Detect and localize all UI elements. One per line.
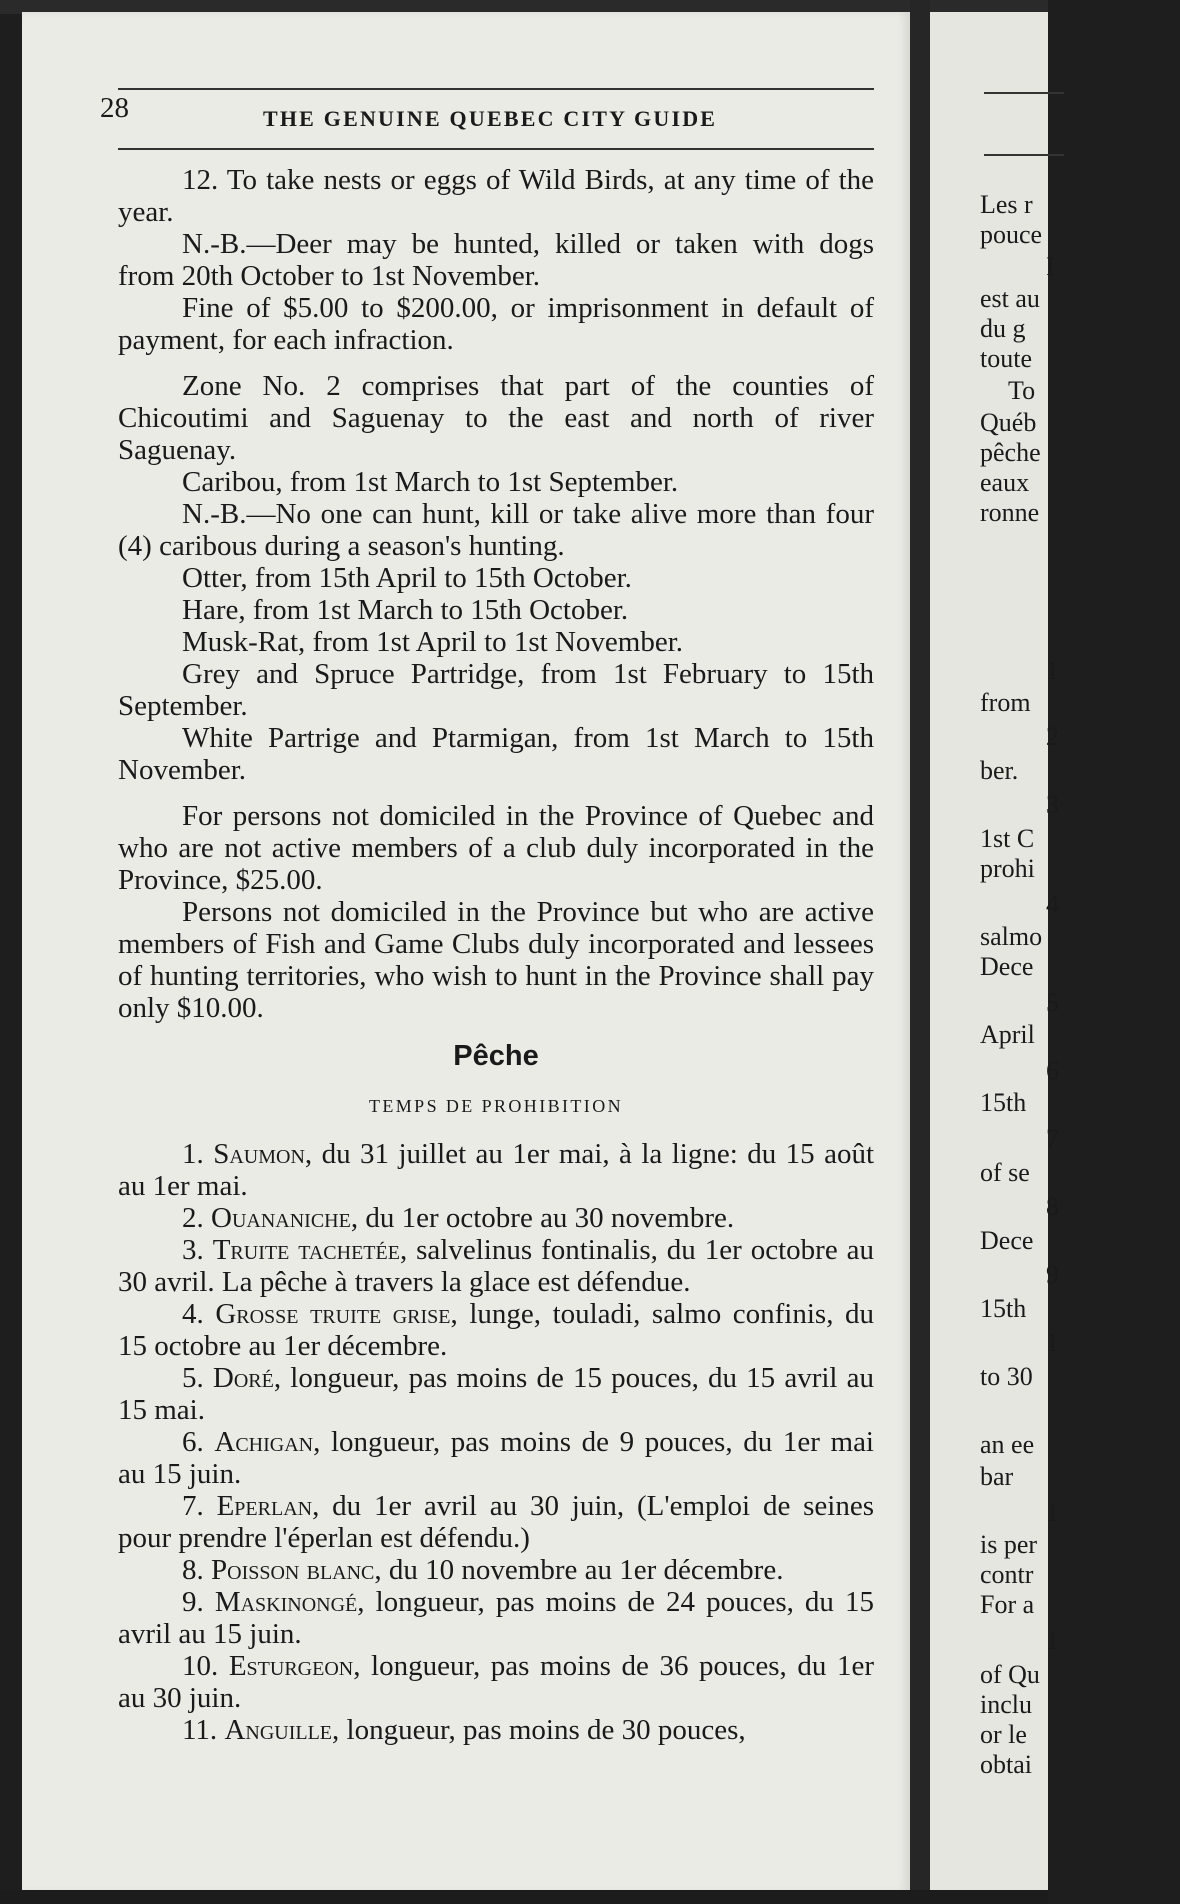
list-item: 5. Doré, longueur, pas moins de 15 pouces, du 15 avril au 15 mai. (118, 1362, 874, 1426)
page-number: 28 (100, 92, 129, 124)
facing-fragment: Les r (980, 190, 1033, 219)
facing-fragment: 1 (1046, 1498, 1059, 1527)
facing-fragment: prohi (980, 854, 1035, 883)
facing-fragment: 3 (1046, 790, 1059, 819)
paragraph: N.-B.—Deer may be hunted, killed or taken with dogs from 20th October to 1st November. (118, 228, 874, 292)
facing-fragment: an ee (980, 1430, 1035, 1459)
list-item: 10. Esturgeon, longueur, pas moins de 36 pouces, du 1er au 30 juin. (118, 1650, 874, 1714)
facing-fragment: To (1008, 376, 1036, 405)
facing-fragment: 8 (1046, 1192, 1059, 1221)
paragraph: N.-B.—No one can hunt, kill or take alive more than four (4) caribous during a season's hunting. (118, 498, 874, 562)
facing-fragment: bar (980, 1462, 1014, 1491)
facing-fragment: Dece (980, 952, 1034, 981)
paragraph: Otter, from 15th April to 15th October. (182, 562, 632, 594)
facing-fragment: 6 (1046, 1056, 1059, 1085)
facing-fragment: ronne (980, 498, 1040, 527)
list-item: 3. Truite tachetée, salvelinus fontinalis, du 1er octobre au 30 avril. La pêche à travers la glace est défendue. (118, 1234, 874, 1298)
list-item: 9. Maskinongé, longueur, pas moins de 24 pouces, du 15 avril au 15 juin. (118, 1586, 874, 1650)
facing-fragment: 5 (1046, 988, 1059, 1017)
scan-border-bottom (0, 1890, 1048, 1904)
list-item: 4. Grosse truite grise, lunge, touladi, salmo confinis, du 15 octobre au 1er décembre. (118, 1298, 874, 1362)
facing-fragment: from (980, 688, 1031, 717)
page-body (118, 164, 874, 1746)
facing-fragment: 1st C (980, 824, 1035, 853)
list-item: 7. Eperlan, du 1er avril au 30 juin, (L'emploi de seines pour prendre l'éperlan est défendu.) (118, 1490, 875, 1554)
facing-fragment: or le (980, 1720, 1027, 1749)
paragraph: Musk-Rat, from 1st April to 1st November. (182, 626, 684, 658)
facing-fragment: 15th (980, 1294, 1027, 1323)
facing-header-top-rule (984, 92, 1064, 94)
facing-fragment: 4 (1046, 890, 1059, 919)
list-item: 6. Achigan, longueur, pas moins de 9 pouces, du 1er mai au 15 juin. (118, 1426, 874, 1490)
list-item: 1. Saumon, du 31 juillet au 1er mai, à la ligne: du 15 août au 1er mai. (118, 1138, 874, 1202)
list-item: 2. Ouananiche, du 1er octobre au 30 novembre. (182, 1202, 735, 1234)
facing-fragment: eaux (980, 468, 1030, 497)
paragraph: Fine of $5.00 to $200.00, or imprisonment in default of payment, for each infraction. (118, 292, 874, 356)
facing-fragment: Québ (980, 408, 1037, 437)
paragraph: 12. To take nests or eggs of Wild Birds, at any time of the year. (118, 164, 874, 228)
paragraph: Grey and Spruce Partridge, from 1st February to 15th September. (118, 658, 874, 722)
header-top-rule (118, 88, 874, 90)
book-gutter (910, 0, 930, 1904)
facing-fragment: 9 (1046, 1260, 1059, 1289)
facing-fragment: toute (980, 344, 1032, 373)
facing-fragment: 7 (1046, 1124, 1059, 1153)
facing-fragment: 2 (1046, 722, 1059, 751)
facing-fragment: du g (980, 314, 1026, 343)
facing-fragment: is per (980, 1530, 1038, 1559)
facing-fragment: pouce (980, 220, 1043, 249)
facing-fragment: obtai (980, 1750, 1032, 1779)
running-head: THE GENUINE QUEBEC CITY GUIDE (263, 106, 718, 131)
facing-fragment: 15th (980, 1088, 1027, 1117)
facing-fragment: 1 (1046, 1626, 1059, 1655)
paragraph: Zone No. 2 comprises that part of the counties of Chicoutimi and Saguenay to the east and north of river Saguenay. (118, 370, 874, 466)
facing-fragment: I (1046, 252, 1055, 281)
facing-fragment: For a (980, 1590, 1035, 1619)
paragraph: For persons not domiciled in the Province of Quebec and who are not active members of a club duly incorporated in the Province, $25.00. (118, 800, 874, 896)
facing-fragment: of se (980, 1158, 1030, 1187)
facing-fragment: April (980, 1020, 1035, 1049)
facing-fragment: to 30 (980, 1362, 1033, 1391)
paragraph: White Partrige and Ptarmigan, from 1st March to 15th November. (118, 722, 874, 786)
facing-fragment: ber. (980, 756, 1019, 785)
list-item: 8. Poisson blanc, du 10 novembre au 1er décembre. (182, 1554, 784, 1586)
facing-fragment: contr (980, 1560, 1034, 1589)
facing-fragment: est au (980, 284, 1040, 313)
section-subheading: TEMPS DE PROHIBITION (368, 1096, 623, 1116)
facing-fragment: salmo (980, 922, 1043, 951)
list-item: 11. Anguille, longueur, pas moins de 30 pouces, (182, 1714, 746, 1746)
paragraph: Hare, from 1st March to 15th October. (182, 594, 629, 626)
facing-fragment: pêche (980, 438, 1041, 467)
section-title: Pêche (453, 1040, 539, 1072)
facing-page (930, 12, 1059, 1892)
paragraph: Persons not domiciled in the Province but who are active members of Fish and Game Clubs duly incorporated and lessees of hunting territories, who wish to hunt in the Province shall pay only $10.00. (118, 896, 874, 1024)
header-bottom-rule (118, 148, 874, 150)
facing-fragment: of Qu (980, 1660, 1040, 1689)
facing-header-bottom-rule (984, 154, 1064, 156)
facing-fragment: inclu (980, 1690, 1032, 1719)
paragraph: Caribou, from 1st March to 1st September. (182, 466, 679, 498)
facing-fragment: Dece (980, 1226, 1034, 1255)
facing-fragment: 1 (1046, 656, 1059, 685)
facing-fragment: 1 (1046, 1328, 1059, 1357)
